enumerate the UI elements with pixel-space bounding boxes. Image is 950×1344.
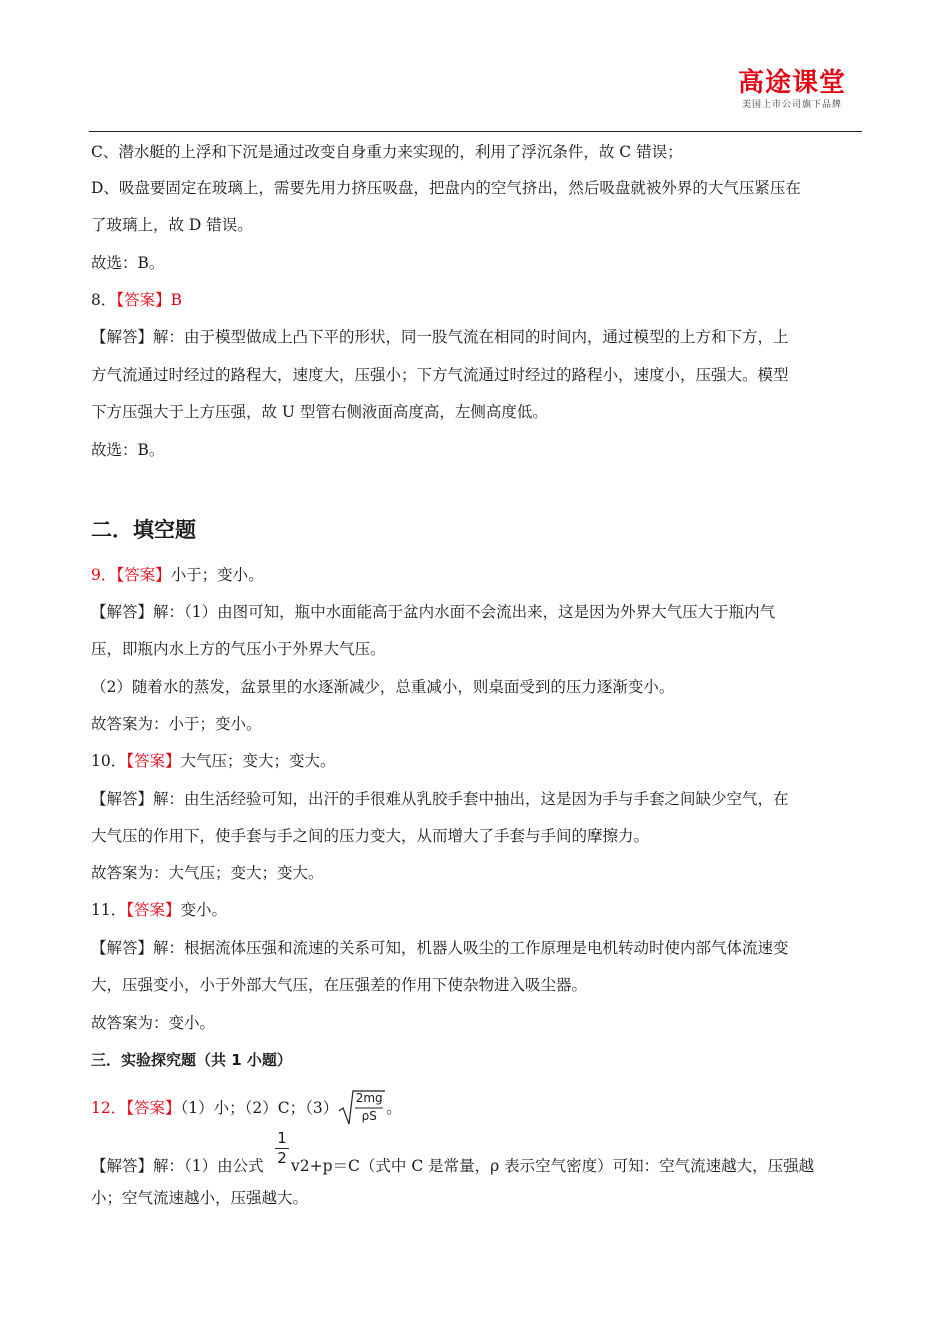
- text-line: 【解答】解：根据流体压强和流速的关系可知，机器人吸尘的工作原理是电机转动时使内部气体流速变: [91, 939, 789, 957]
- logo: [722, 68, 862, 111]
- answer-value: B: [170, 291, 183, 309]
- fraction-denominator: 2: [277, 1149, 287, 1167]
- logo-title: 高途课堂: [737, 68, 846, 98]
- text-line: 【解答】解：由于模型做成上凸下平的形状，同一股气流在相同的时间内，通过模型的上方和下方，上: [91, 328, 789, 346]
- sqrt-numerator: 2mg: [355, 1091, 383, 1105]
- answer-value: 大气压；变大；变大。: [180, 752, 336, 770]
- answer-tag: 【答案】: [116, 566, 171, 584]
- fraction-numerator: 1: [277, 1129, 287, 1147]
- question-number: 11．: [91, 901, 127, 919]
- section-heading: 三．实验探究题（共 1 小题）: [91, 1051, 292, 1069]
- text-line: C、潜水艇的上浮和下沉是通过改变自身重力来实现的，利用了浮沉条件，故 C 错误；: [91, 143, 683, 161]
- fraction-one-half: [275, 1130, 289, 1167]
- answer-tag: 【答案】: [116, 291, 171, 309]
- text-line: 了玻璃上，故 D 错误。: [91, 216, 253, 234]
- answer-tag: 【答案】: [126, 1099, 181, 1117]
- text-line: 大，压强变小，小于外部大气压，在压强差的作用下使杂物进入吸尘器。: [91, 976, 588, 994]
- section-heading: 二．填空题: [91, 518, 196, 542]
- text-line: 【解答】解：（1）由公式: [91, 1157, 264, 1175]
- answer-line-q10: [91, 751, 336, 771]
- answer-line-q12: [91, 1090, 402, 1126]
- text-line: （2）随着水的蒸发，盆景里的水逐渐减少，总重减小，则桌面受到的压力逐渐变小。: [91, 678, 675, 696]
- text-line: 下方压强大于上方压强，故 U 型管右侧液面高度高，左侧高度低。: [91, 403, 548, 421]
- text-line: 故答案为：小于；变小。: [91, 715, 262, 733]
- answer-tag: 【答案】: [126, 752, 181, 770]
- answer-tag: 【答案】: [126, 901, 181, 919]
- sqrt-formula: [338, 1090, 386, 1126]
- answer-line-q8: [91, 290, 182, 310]
- header-divider: [89, 131, 862, 132]
- answer-value: （1）小；（2）C；（3）: [180, 1099, 339, 1117]
- text-line: 【解答】解：（1）由图可知，瓶中水面能高于盆内水面不会流出来，这是因为外界大气压大于瓶内气: [91, 603, 776, 621]
- answer-line-q11: [91, 900, 227, 920]
- text-line: v2+p＝C（式中 C 是常量，ρ 表示空气密度）可知：空气流速越大，压强越: [291, 1157, 815, 1175]
- text-line: 小；空气流速越小，压强越大。: [91, 1189, 309, 1207]
- sqrt-denominator: ρS: [361, 1109, 377, 1123]
- text-line: 【解答】解：由生活经验可知，出汗的手很难从乳胶手套中抽出，这是因为手与手套之间缺少空气，在: [91, 790, 789, 808]
- text-line: 故答案为：大气压；变大；变大。: [91, 864, 324, 882]
- text-line: 故选：B。: [91, 254, 165, 272]
- question-number: 10．: [91, 752, 127, 770]
- question-number: 12．: [91, 1099, 127, 1117]
- text-line: 大气压的作用下，使手套与手之间的压力变大，从而增大了手套与手间的摩擦力。: [91, 827, 650, 845]
- answer-value: 小于；变小。: [170, 566, 264, 584]
- answer-line-q9: [91, 565, 264, 585]
- text-line: 故选：B。: [91, 441, 165, 459]
- text-line: 压，即瓶内水上方的气压小于外界大气压。: [91, 640, 386, 658]
- question-number: 9．: [91, 566, 117, 584]
- logo-subtitle: 美国上市公司旗下品牌: [741, 100, 842, 110]
- text-line: 方气流通过时经过的路程大，速度大，压强小；下方气流通过时经过的路程小，速度小，压强大。模型: [91, 366, 789, 384]
- text-line: 故答案为：变小。: [91, 1014, 216, 1032]
- answer-end: 。: [386, 1099, 402, 1117]
- answer-value: 变小。: [180, 901, 228, 919]
- text-line: D、吸盘要固定在玻璃上，需要先用力挤压吸盘，把盘内的空气挤出，然后吸盘就被外界的大气压紧压在: [91, 179, 801, 197]
- question-number: 8．: [91, 291, 117, 309]
